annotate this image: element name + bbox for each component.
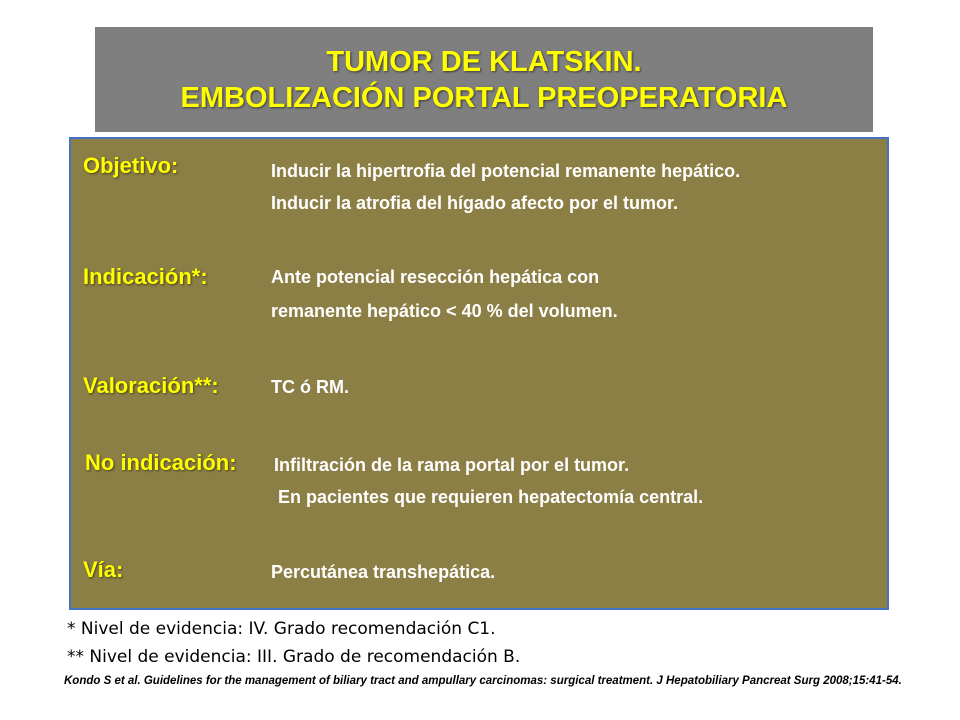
title-line-1: TUMOR DE KLATSKIN.	[326, 45, 642, 78]
indicacion-line-2: remanente hepático < 40 % del volumen.	[271, 301, 618, 321]
indicacion-label: Indicación*:	[83, 264, 208, 289]
valoracion-label: Valoración**:	[83, 373, 219, 398]
no-indicacion-label: No indicación:	[85, 450, 237, 475]
title-line-2: EMBOLIZACIÓN PORTAL PREOPERATORIA	[180, 81, 788, 114]
reference-citation: Kondo S et al. Guidelines for the management of biliary tract and ampullary carcinomas: surgical treatment. J Hepatobiliary Pancreat Surg 2008;15:41-54.	[64, 675, 902, 687]
content-panel	[69, 137, 889, 610]
via-label: Vía:	[83, 557, 124, 582]
no-indicacion-line-1: Infiltración de la rama portal por el tumor.	[274, 455, 630, 475]
no-indicacion-line-2: En pacientes que requieren hepatectomía central.	[278, 487, 704, 507]
indicacion-line-1: Ante potencial resección hepática con	[271, 267, 600, 287]
footnote-1: * Nivel de evidencia: IV. Grado recomendación C1.	[67, 619, 496, 639]
objetivo-label: Objetivo:	[83, 153, 179, 178]
title-banner	[95, 27, 873, 132]
footnote-2: ** Nivel de evidencia: III. Grado de recomendación B.	[67, 647, 521, 667]
valoracion-line-1: TC ó RM.	[271, 377, 349, 397]
objetivo-line-2: Inducir la atrofia del hígado afecto por el tumor.	[271, 193, 679, 213]
objetivo-line-1: Inducir la hipertrofia del potencial remanente hepático.	[271, 161, 741, 181]
via-line-1: Percutánea transhepática.	[271, 562, 496, 582]
